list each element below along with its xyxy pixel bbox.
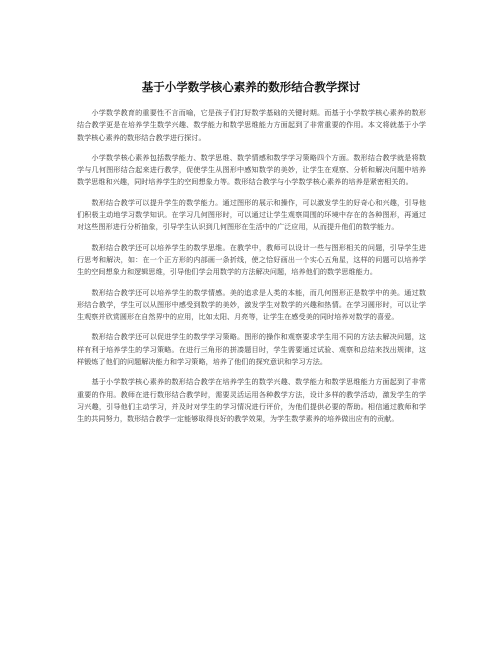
document-title: 基于小学数学核心素养的数形结合教学探讨 (141, 80, 361, 94)
document-body (77, 107, 426, 434)
paragraph-1: 小学数学教育的重要性不言而喻，它是孩子们打好数学基础的关键时期。而基于小学数学核心素养的数形结合教学更是在培养学生数学兴趣、数学能力和数学思维能力方面起到了非常重要的作用。本文将就基于小学数学核心素养的数形结合教学进行探讨。 (77, 108, 426, 142)
paragraph-2: 小学数学核心素养包括数学能力、数学思维、数学情感和数学学习策略四个方面。数形结合教学就是将数学与几何图形结合起来进行教学，促使学生从图形中感知数学的美妙，让学生在观察、分析和解决问题中培养数学思维和兴趣，同时培养学生的空间想象力等。数形结合教学与小学数学核心素养的培养是紧密相关的。 (77, 152, 426, 187)
paragraph-5: 数形结合教学还可以培养学生的数学情感。美的追求是人类的本能，而几何图形正是数学中的美。通过数形结合教学，学生可以从图形中感受到数学的美妙，激发学生对数学的兴趣和热情。在学习圆形时，可以让学生观察并欣赏圆形在自然界中的应用，比如太阳、月亮等，让学生在感受美的同时培养对数学的喜爱。 (77, 287, 426, 322)
paragraph-7: 基于小学数学核心素养的数形结合教学在培养学生的数学兴趣、数学能力和数学思维能力方面起到了非常重要的作用。教师在进行数形结合教学时，需要灵活运用各种教学方法，设计多样的教学活动，激发学生的学习兴趣，引导他们主动学习，并及时对学生的学习情况进行评价，为他们提供必要的帮助。相信通过教师和学生的共同努力，数形结合教学一定能够取得良好的教学效果，为学生数学素养的培养做出应有的贡献。 (77, 377, 426, 424)
paragraph-6: 数形结合教学还可以促进学生的数学学习策略。图形的操作和观察要求学生用不同的方法去解决问题，这样有利于培养学生的学习策略。在进行三角形的拼凑题目时，学生需要通过试验、观察和总结来找出规律，这样锻炼了他们的问题解决能力和学习策略，培养了他们的探究意识和学习方法。 (77, 332, 426, 367)
paragraph-4: 数形结合教学还可以培养学生的数学思维。在教学中，教师可以设计一些与图形相关的问题，引导学生进行思考和解决，如：在一个正方形的内部画一条折线，使之恰好画出一个实心五角星，这样的问题可以培养学生的空间想象力和逻辑思维，引导他们学会用数学的方法解决问题，培养他们的数学思维能力。 (77, 242, 426, 277)
paragraph-3: 数形结合教学可以提升学生的数学能力。通过图形的展示和操作，可以激发学生的好奇心和兴趣，引导他们积极主动地学习数学知识。在学习几何图形时，可以通过让学生观察周围的环境中存在的各种图形，再通过对这些图形进行分析抽象，引导学生认识到几何图形在生活中的广泛应用，从而提升他们的数学能力。 (77, 197, 426, 232)
